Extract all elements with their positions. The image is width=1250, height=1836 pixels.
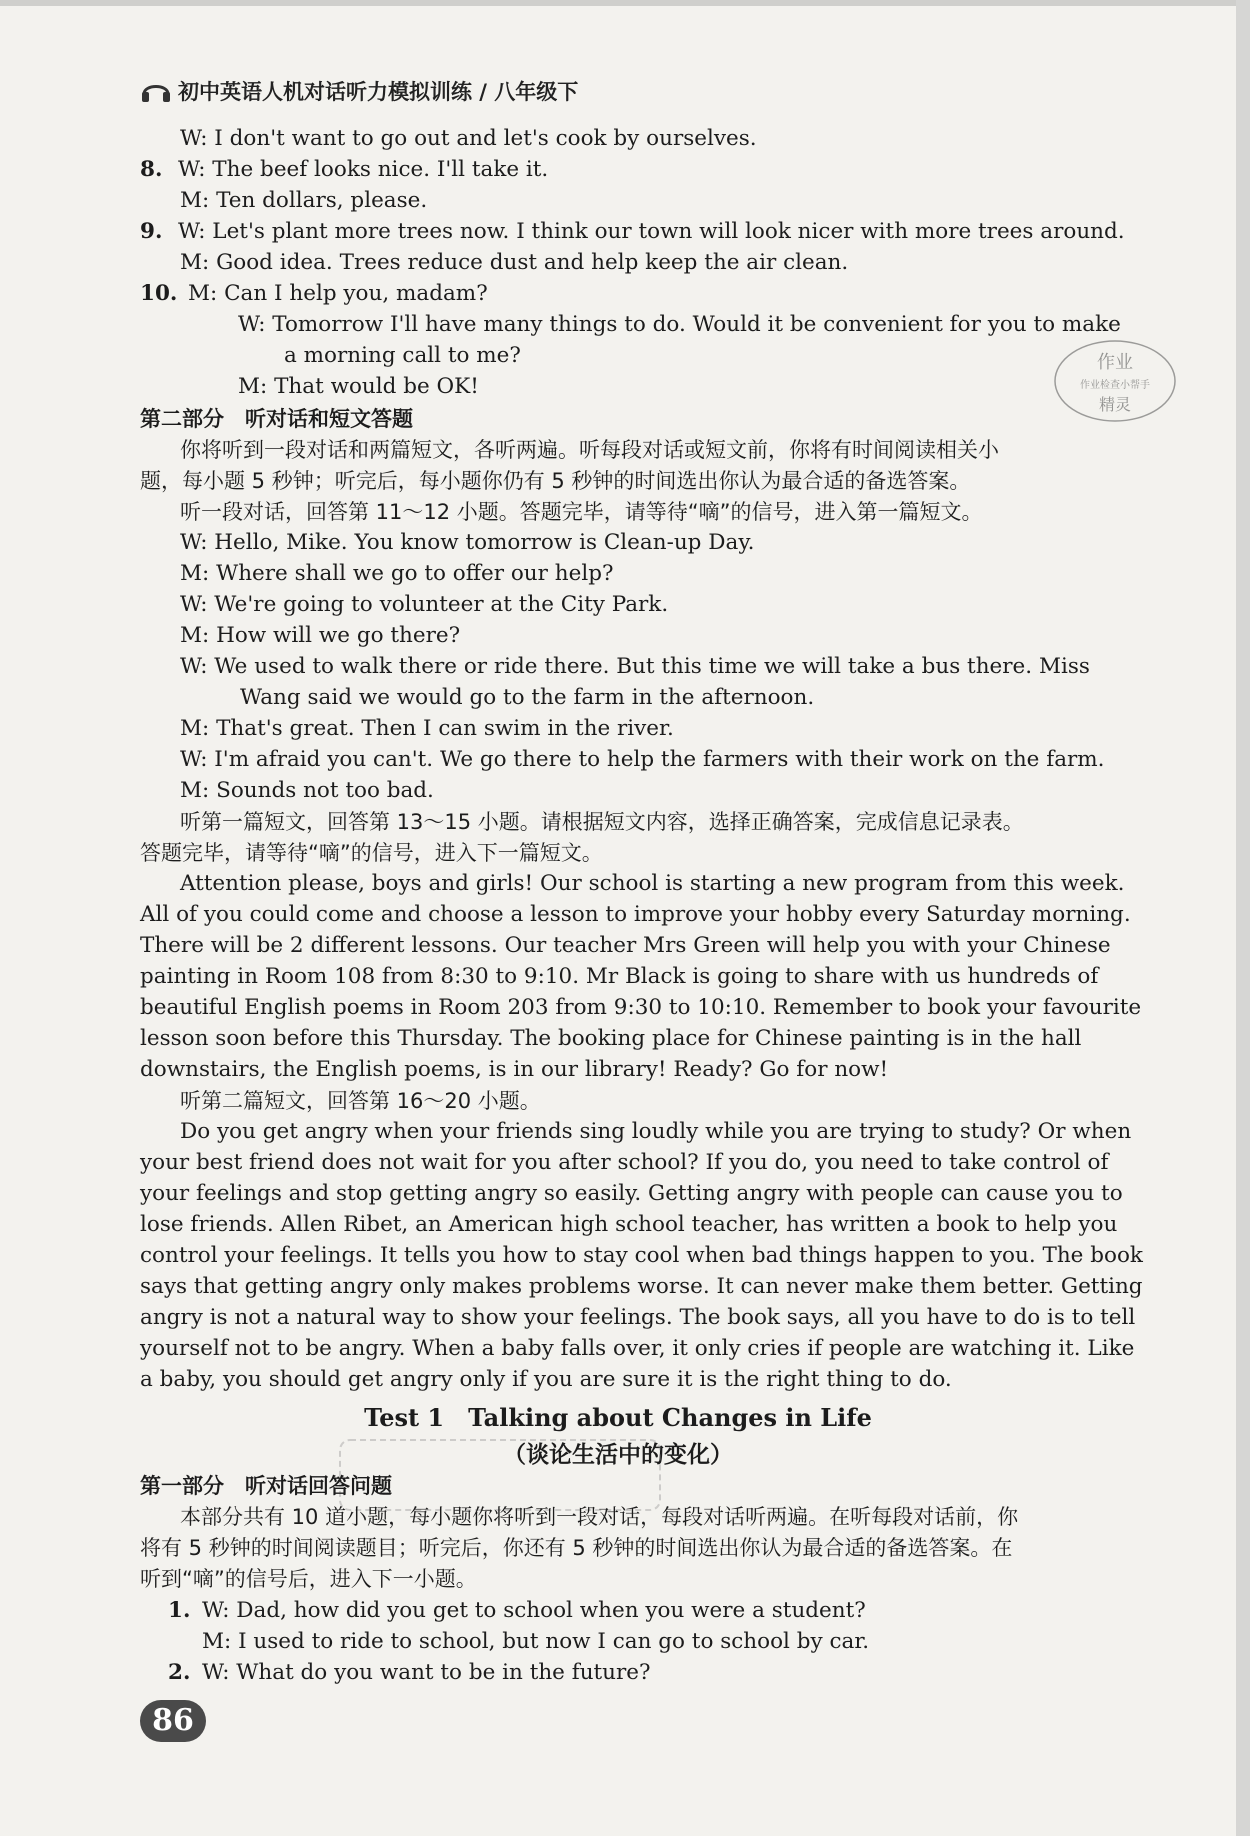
passage-line: says that getting angry only makes problems worse. It can never make them better. Getting <box>140 1274 1143 1299</box>
instruction-line: 答题完毕，请等待“嘀”的信号，进入下一篇短文。 <box>140 841 603 865</box>
question-number: 9. <box>140 219 163 244</box>
dialogue-line: W: Hello, Mike. You know tomorrow is Clean-up Day. <box>180 530 755 555</box>
dialogue-line: M: Good idea. Trees reduce dust and help keep the air clean. <box>180 250 849 275</box>
question-number: 8. <box>140 157 163 182</box>
dialogue-line: Wang said we would go to the farm in the afternoon. <box>240 685 815 710</box>
dialogue-line: a morning call to me? <box>284 343 521 368</box>
dialogue-line: M: I used to ride to school, but now I can go to school by car. <box>202 1629 870 1654</box>
instruction-line: 听一段对话，回答第 11～12 小题。答题完毕，请等待“嘀”的信号，进入第一篇短文。 <box>180 500 983 524</box>
passage-line: Do you get angry when your friends sing loudly while you are trying to study? Or when <box>180 1119 1132 1144</box>
passage-line: a baby, you should get angry only if you are sure it is the right thing to do. <box>140 1367 952 1392</box>
instruction-line: 本部分共有 10 道小题，每小题你将听到一段对话，每段对话听两遍。在听每段对话前，你 <box>180 1505 1019 1529</box>
passage-line: painting in Room 108 from 8:30 to 9:10. Mr Black is going to share with us hundreds of <box>140 964 1099 989</box>
passage-line: yourself not to be angry. When a baby falls over, it only cries if people are watching it. Like <box>140 1336 1135 1361</box>
test-subtitle: （谈论生活中的变化） <box>503 1442 733 1468</box>
dialogue-line: M: Ten dollars, please. <box>180 188 428 213</box>
dialogue-line: W: We're going to volunteer at the City Park. <box>180 592 669 617</box>
question-number: 10. <box>140 281 178 306</box>
question-line: 9. W: Let's plant more trees now. I think our town will look nicer with more trees around. <box>140 217 1180 248</box>
test-title: Test 1 Talking about Changes in Life <box>364 1403 872 1432</box>
passage-line: beautiful English poems in Room 203 from 9:30 to 10:10. Remember to book your favourite <box>140 995 1142 1020</box>
dialogue-line: W: I'm afraid you can't. We go there to help the farmers with their work on the farm. <box>180 747 1105 772</box>
stamp-text-1: 作业 <box>1097 352 1133 373</box>
passage-line: lose friends. Allen Ribet, an American high school teacher, has written a book to help you <box>140 1212 1118 1237</box>
passage-line: your feelings and stop getting angry so easily. Getting angry with people can cause you to <box>140 1181 1123 1206</box>
dialogue-line: W: Tomorrow I'll have many things to do. Would it be convenient for you to make <box>238 312 1121 337</box>
passage-line: There will be 2 different lessons. Our teacher Mrs Green will help you with your Chinese <box>140 933 1111 958</box>
question-line: 8. W: The beef looks nice. I'll take it. <box>140 155 1180 186</box>
passage-line: All of you could come and choose a lesson to improve your hobby every Saturday morning. <box>140 902 1131 927</box>
header-title: 初中英语人机对话听力模拟训练 / 八年级下 <box>178 80 579 104</box>
dialogue-line: M: How will we go there? <box>180 623 461 648</box>
passage-line: downstairs, the English poems, is in our library! Ready? Go for now! <box>140 1057 889 1082</box>
question-line: 2. W: What do you want to be in the future? <box>140 1658 1180 1689</box>
section-heading: 第一部分 听对话回答问题 <box>140 1474 392 1498</box>
passage-line: control your feelings. It tells you how to stay cool when bad things happen to you. The book <box>140 1243 1143 1268</box>
stamp-text-2: 作业检查小帮手 <box>1080 380 1150 391</box>
stamp-text-3: 精灵 <box>1098 395 1132 414</box>
dialogue-line: M: Where shall we go to offer our help? <box>180 561 614 586</box>
question-line: 10. M: Can I help you, madam? <box>140 279 1180 310</box>
question-number: 1. <box>168 1598 191 1623</box>
scan-edge-top <box>0 0 1250 6</box>
dialogue-line: W: I don't want to go out and let's cook by ourselves. <box>180 126 757 151</box>
headphones-icon <box>140 78 172 104</box>
instruction-line: 你将听到一段对话和两篇短文，各听两遍。听每段对话或短文前，你将有时间阅读相关小 <box>180 438 999 462</box>
dialogue-line: M: That's great. Then I can swim in the river. <box>180 716 674 741</box>
dialogue-line: M: That would be OK! <box>238 374 479 399</box>
scan-edge-right <box>1236 0 1250 1836</box>
instruction-line: 听到“嘀”的信号后，进入下一小题。 <box>140 1567 477 1591</box>
passage-line: angry is not a natural way to show your feelings. The book says, all you have to do is to tell <box>140 1305 1136 1330</box>
instruction-line: 题，每小题 5 秒钟；听完后，每小题你仍有 5 秒钟的时间选出你认为最合适的备选答案。 <box>140 469 971 493</box>
passage-line: your best friend does not wait for you after school? If you do, you need to take control of <box>140 1150 1109 1175</box>
question-line: 1. W: Dad, how did you get to school when you were a student? <box>140 1596 1180 1627</box>
passage-line: lesson soon before this Thursday. The booking place for Chinese painting is in the hall <box>140 1026 1082 1051</box>
running-header <box>140 76 578 106</box>
instruction-line: 听第二篇短文，回答第 16～20 小题。 <box>180 1089 541 1113</box>
page-number: 86 <box>140 1700 206 1742</box>
dialogue-line: M: Sounds not too bad. <box>180 778 434 803</box>
question-number: 2. <box>168 1660 191 1685</box>
passage-line: Attention please, boys and girls! Our school is starting a new program from this week. <box>180 871 1125 896</box>
dialogue-line: W: We used to walk there or ride there. But this time we will take a bus there. Miss <box>180 654 1090 679</box>
instruction-line: 听第一篇短文，回答第 13～15 小题。请根据短文内容，选择正确答案，完成信息记录表。 <box>180 810 1024 834</box>
instruction-line: 将有 5 秒钟的时间阅读题目；听完后，你还有 5 秒钟的时间选出你认为最合适的备选答案。在 <box>140 1536 1013 1560</box>
section-heading: 第二部分 听对话和短文答题 <box>140 407 413 431</box>
